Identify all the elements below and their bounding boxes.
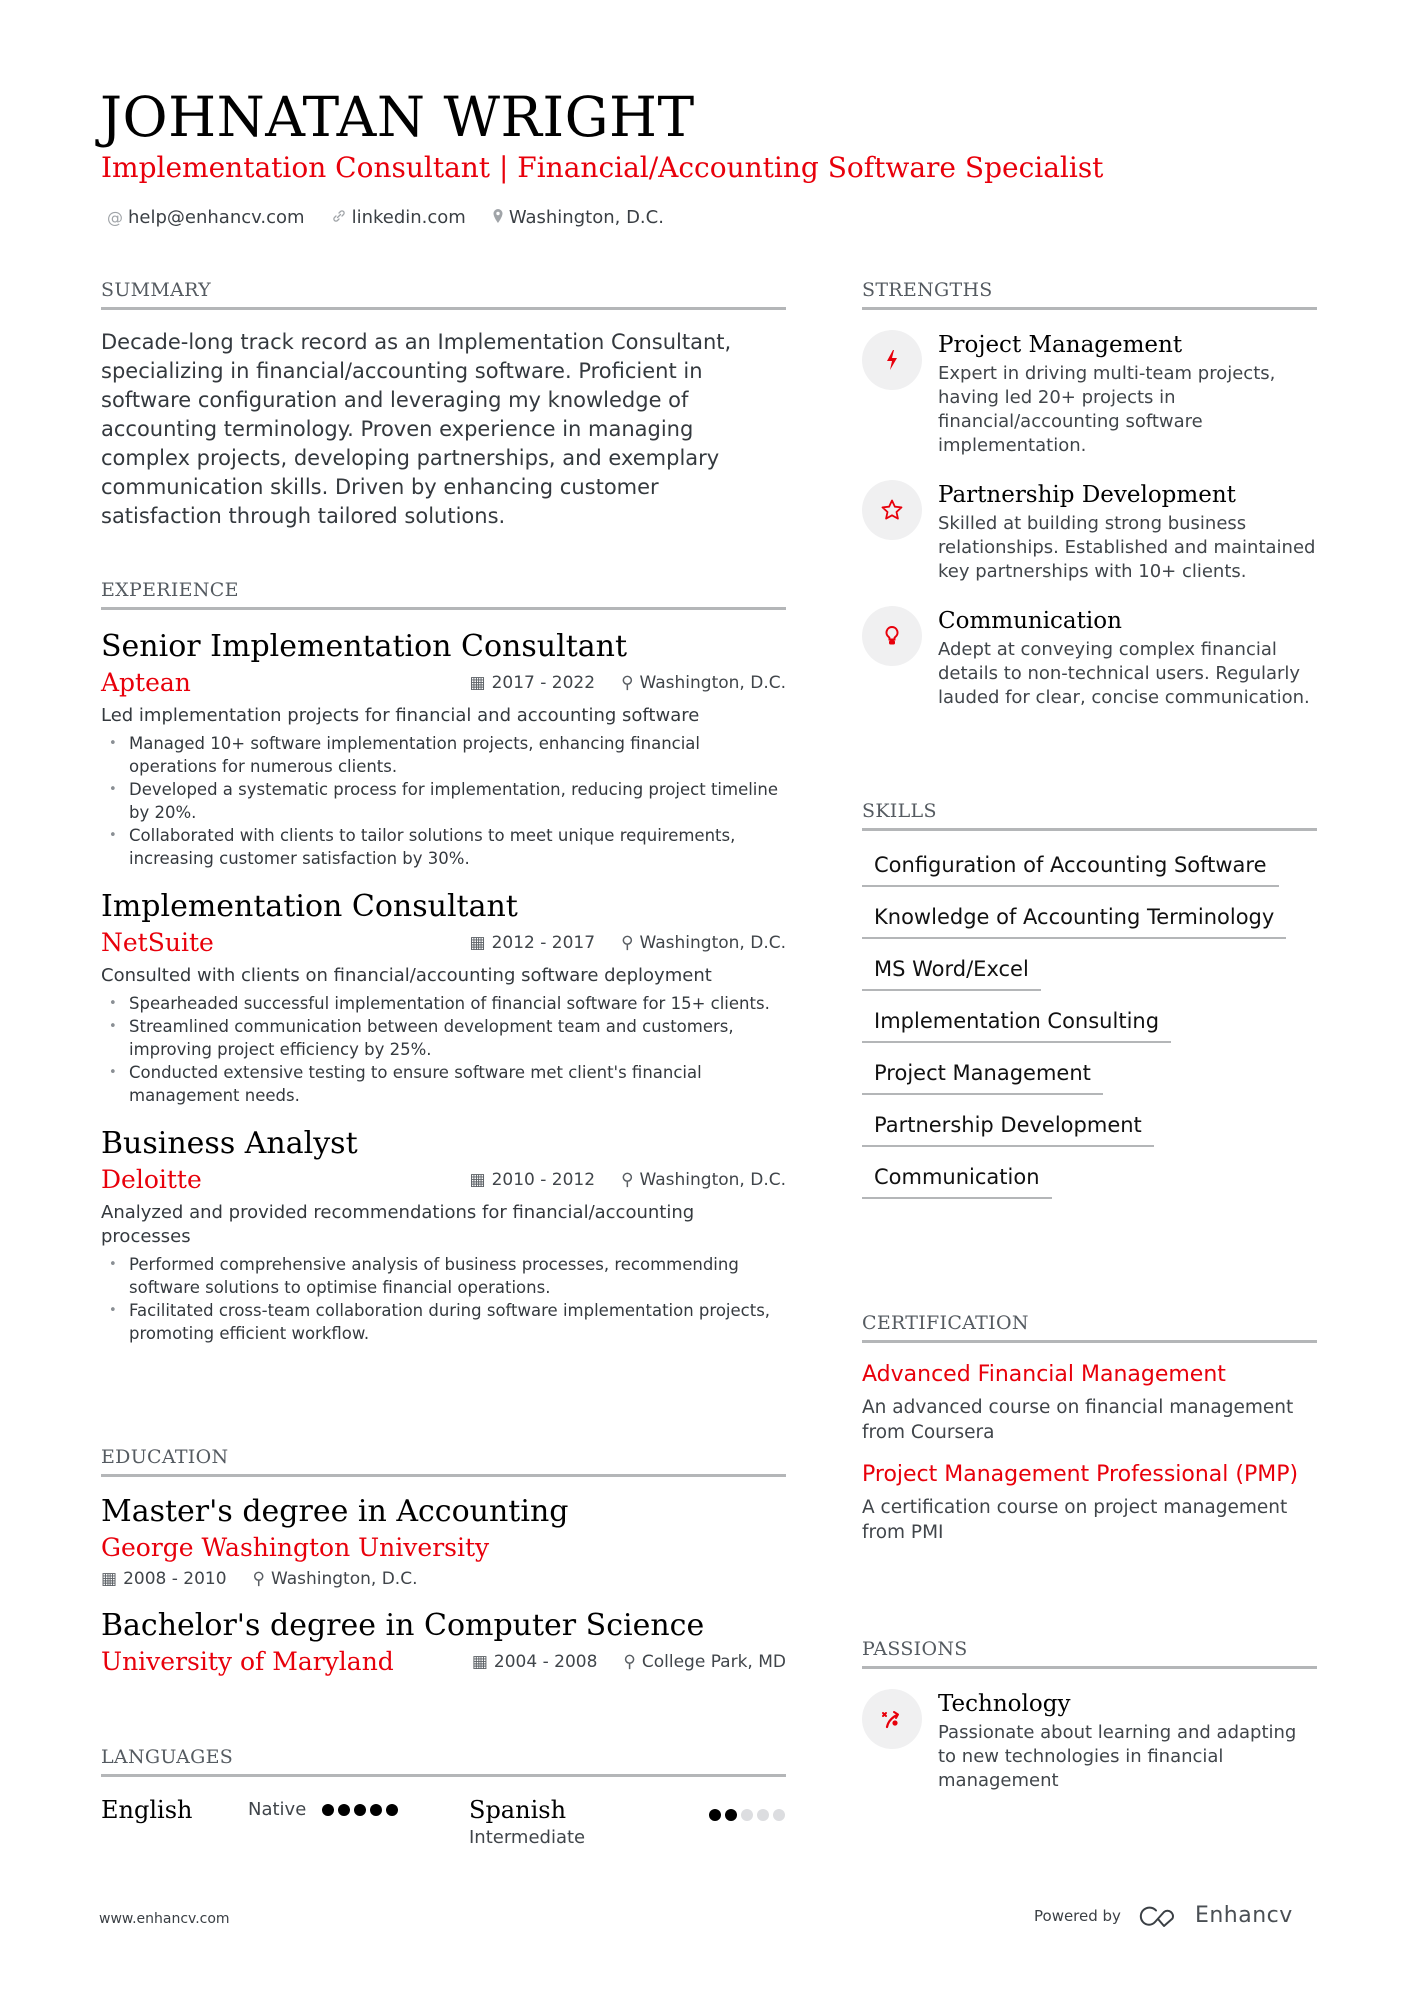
link-icon: [331, 208, 347, 228]
job-bullet: • Developed a systematic process for implementation, reducing project timeline by 20%.: [101, 778, 786, 824]
job-location: ⚲ Washington, D.C.: [621, 933, 786, 953]
edu-dates: ▦ 2008 - 2010: [101, 1569, 227, 1589]
language-english: [101, 1795, 421, 1825]
rating-dot-filled: [709, 1809, 721, 1821]
lightning-bolt-icon: [862, 330, 922, 390]
certification-description: A certification course on project management from PMI: [862, 1497, 1288, 1543]
job-dates: ▦ 2012 - 2017: [469, 933, 596, 953]
powered-by[interactable]: [1034, 1903, 1293, 1928]
language-name: Spanish: [469, 1796, 567, 1824]
certification-item: [862, 1461, 1317, 1545]
footer-website-link[interactable]: www.enhancv.com: [99, 1911, 230, 1927]
certification-title: Advanced Financial Management: [862, 1362, 1226, 1387]
job-dates: ▦ 2010 - 2012: [469, 1170, 596, 1190]
rating-dot-filled: [322, 1804, 334, 1816]
skill-tag: Configuration of Accounting Software: [862, 851, 1279, 887]
passion-title: Technology: [938, 1691, 1071, 1717]
at-icon: @: [107, 208, 123, 227]
experience-heading: EXPERIENCE: [101, 579, 786, 610]
powered-by-label: Powered by: [1034, 1906, 1121, 1925]
rating-dot-filled: [725, 1809, 737, 1821]
edu-location: ⚲ Washington, D.C.: [252, 1569, 418, 1589]
location-pin-icon: ⚲: [621, 1170, 634, 1190]
location-pin-icon: ⚲: [252, 1569, 265, 1589]
calendar-icon: ▦: [471, 1652, 488, 1672]
language-rating: [322, 1804, 398, 1816]
certification-heading: CERTIFICATION: [862, 1312, 1317, 1343]
contact-linkedin[interactable]: [331, 207, 466, 228]
location-pin-icon: [492, 208, 504, 228]
summary-text: Decade-long track record as an Implementation Consultant, specializing in financial/accounting software. Proficient in software configuration and leveraging my knowledge of accounting terminology. Proven experience in managing complex projects, developing partnerships, and exemplary communication skills. Driven by enhancing customer satisfaction through tailored solutions.: [101, 330, 732, 528]
passion-item: [862, 1689, 1317, 1793]
rating-dot-empty: [757, 1809, 769, 1821]
school: University of Maryland: [101, 1647, 394, 1676]
strength-description: Skilled at building strong business relationships. Established and maintained key partnerships with 10+ clients.: [938, 513, 1316, 582]
certification-description: An advanced course on financial management from Coursera: [862, 1397, 1294, 1443]
star-icon: [862, 480, 922, 540]
passion-description: Passionate about learning and adapting to new technologies in financial management: [938, 1722, 1297, 1791]
strength-description: Adept at conveying complex financial details to non-technical users. Regularly lauded for clear, concise communication.: [938, 639, 1310, 708]
skill-tag: Partnership Development: [862, 1111, 1154, 1147]
strength-description: Expert in driving multi-team projects, having led 20+ projects in financial/accounting software implementation.: [938, 363, 1276, 456]
location-text: Washington, D.C.: [508, 207, 664, 228]
location-pin-icon: ⚲: [621, 933, 634, 953]
edu-location: ⚲ College Park, MD: [623, 1652, 786, 1672]
job-entry: [101, 888, 786, 1107]
school: George Washington University: [101, 1533, 490, 1562]
job-location: ⚲ Washington, D.C.: [621, 673, 786, 693]
language-level: Native: [248, 1799, 307, 1820]
skills-heading: SKILLS: [862, 800, 1317, 831]
job-bullet: • Performed comprehensive analysis of business processes, recommending software solutions to optimise financial operations.: [101, 1253, 786, 1299]
strength-title: Project Management: [938, 332, 1183, 358]
rating-dot-empty: [741, 1809, 753, 1821]
candidate-title: Implementation Consultant | Financial/Accounting Software Specialist: [101, 151, 1104, 184]
skill-tag: Communication: [862, 1163, 1052, 1199]
calendar-icon: ▦: [469, 673, 486, 693]
skills-section: [862, 800, 1317, 1199]
contact-location: [492, 207, 664, 228]
job-title: Implementation Consultant: [101, 889, 518, 924]
company-name: Aptean: [101, 668, 191, 697]
education-heading: EDUCATION: [101, 1446, 786, 1477]
rating-dot-filled: [354, 1804, 366, 1816]
skill-tag: Implementation Consulting: [862, 1007, 1171, 1043]
job-bullet: • Managed 10+ software implementation projects, enhancing financial operations for numerous clients.: [101, 732, 786, 778]
skill-tag: Project Management: [862, 1059, 1103, 1095]
strengths-section: [862, 279, 1317, 710]
job-title: Senior Implementation Consultant: [101, 629, 628, 664]
rating-dot-empty: [773, 1809, 785, 1821]
company-name: Deloitte: [101, 1165, 202, 1194]
certification-title: Project Management Professional (PMP): [862, 1462, 1299, 1487]
certification-item: [862, 1361, 1317, 1445]
degree: Master's degree in Accounting: [101, 1494, 569, 1529]
job-bullet: • Collaborated with clients to tailor solutions to meet unique requirements, increasing customer satisfaction by 30%.: [101, 824, 786, 870]
strength-title: Partnership Development: [938, 482, 1236, 508]
passions-section: [862, 1638, 1317, 1793]
job-bullet: • Spearheaded successful implementation of financial software for 15+ clients.: [101, 992, 786, 1015]
strength-item: [862, 480, 1317, 584]
languages-heading: LANGUAGES: [101, 1746, 786, 1777]
languages-section: [101, 1746, 786, 1851]
email-text: help@enhancv.com: [128, 207, 305, 228]
job-title: Business Analyst: [101, 1126, 358, 1161]
degree: Bachelor's degree in Computer Science: [101, 1608, 705, 1643]
contact-email[interactable]: [107, 207, 305, 228]
rating-dot-filled: [386, 1804, 398, 1816]
job-description: Analyzed and provided recommendations for financial/accounting processes: [101, 1202, 695, 1247]
education-entry: [101, 1607, 786, 1679]
skill-tag: MS Word/Excel: [862, 955, 1041, 991]
job-dates: ▦ 2017 - 2022: [469, 673, 596, 693]
education-section: [101, 1446, 786, 1679]
job-description: Consulted with clients on financial/accounting software deployment: [101, 965, 712, 986]
location-pin-icon: ⚲: [623, 1652, 636, 1672]
strengths-heading: STRENGTHS: [862, 279, 1317, 310]
strength-title: Communication: [938, 608, 1122, 634]
job-bullet: • Conducted extensive testing to ensure software met client's financial management needs.: [101, 1061, 786, 1107]
language-rating: [709, 1809, 785, 1851]
summary-heading: SUMMARY: [101, 279, 786, 310]
linkedin-text: linkedin.com: [351, 207, 466, 228]
skill-tag: Knowledge of Accounting Terminology: [862, 903, 1286, 939]
location-pin-icon: ⚲: [621, 673, 634, 693]
job-bullet: • Facilitated cross-team collaboration during software implementation projects, promoting efficient workflow.: [101, 1299, 786, 1345]
certification-section: [862, 1312, 1317, 1545]
job-entry: [101, 628, 786, 870]
job-bullet: • Streamlined communication between development team and customers, improving project efficiency by 25%.: [101, 1015, 786, 1061]
job-location: ⚲ Washington, D.C.: [621, 1170, 786, 1190]
enhancv-logo: [1139, 1903, 1293, 1928]
strategy-play-icon: [862, 1689, 922, 1749]
calendar-icon: ▦: [101, 1569, 118, 1589]
calendar-icon: ▦: [469, 1170, 486, 1190]
language-spanish: [469, 1795, 785, 1851]
contact-bar: [107, 207, 664, 228]
candidate-name: JOHNATAN WRIGHT: [100, 85, 695, 149]
rating-dot-filled: [338, 1804, 350, 1816]
strength-item: [862, 606, 1317, 710]
job-description: Led implementation projects for financial and accounting software: [101, 705, 700, 726]
edu-dates: ▦ 2004 - 2008: [471, 1652, 598, 1672]
brand-name: Enhancv: [1194, 1903, 1293, 1928]
language-level: Intermediate: [469, 1827, 586, 1848]
job-entry: [101, 1125, 786, 1345]
education-entry: [101, 1493, 786, 1589]
calendar-icon: ▦: [469, 933, 486, 953]
experience-section: [101, 579, 786, 1345]
company-name: NetSuite: [101, 928, 214, 957]
rating-dot-filled: [370, 1804, 382, 1816]
language-name: English: [101, 1796, 193, 1824]
lightbulb-icon: [862, 606, 922, 666]
summary-section: [101, 279, 786, 531]
strength-item: [862, 330, 1317, 458]
passions-heading: PASSIONS: [862, 1638, 1317, 1669]
enhancv-logo-icon: [1139, 1904, 1185, 1928]
